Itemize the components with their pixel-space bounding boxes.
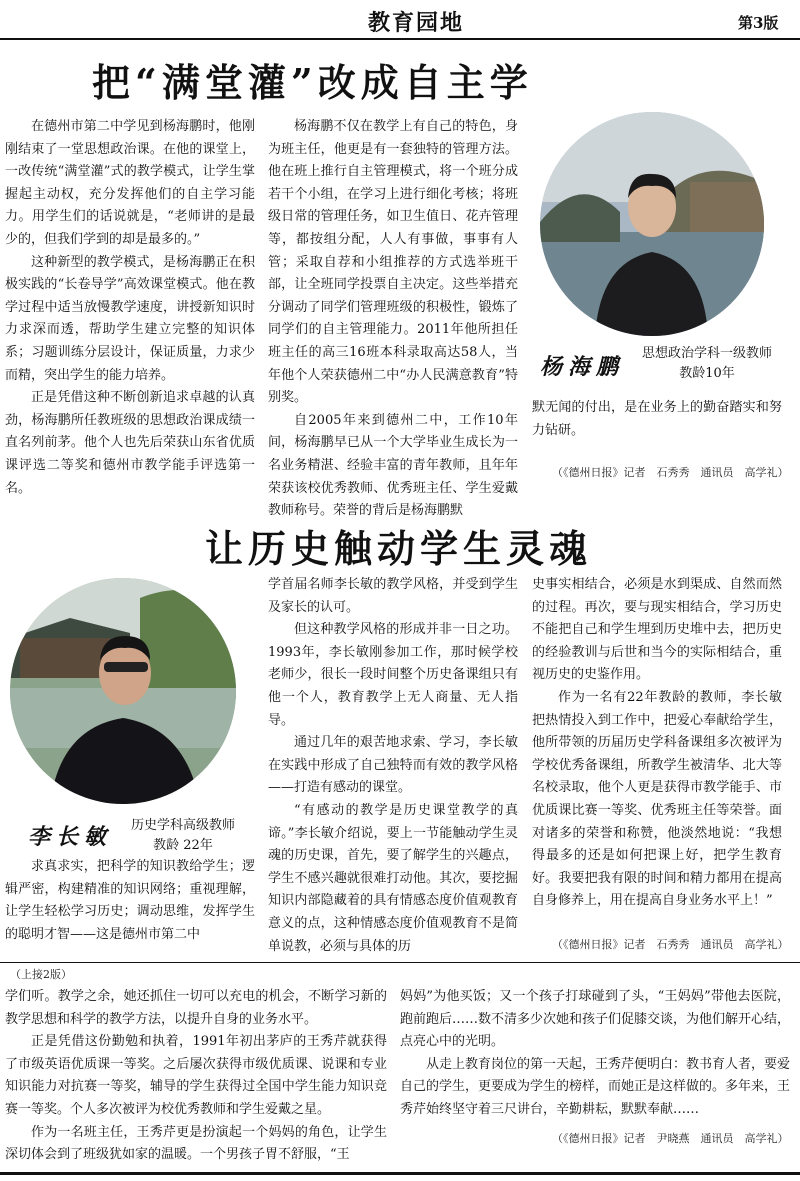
article3-left [5, 986, 387, 1167]
paragraph: 史事实相结合，必须是水到渠成、自然而然的过程。再次，要与现实相结合，学习历史不能把自己和学生埋到历史堆中去，把历史的经验教训与后世和当今的实际相结合，重视历史的史鉴作用。 [532, 577, 782, 683]
teacher-title: 历史学科高级教师 [130, 818, 235, 833]
teacher-title: 思想政治学科一级教师 [641, 346, 772, 361]
teacher-signature-yang: 杨海鹏 [540, 354, 625, 380]
section-rule [0, 962, 800, 963]
article1-headline: 把“满堂灌”改成自主学 [92, 60, 533, 105]
teacher-photo-yang [540, 112, 764, 336]
article1-col2 [268, 116, 518, 523]
article1-col3 [532, 397, 782, 442]
page-label: 第3版 [738, 14, 779, 32]
article1-credit: （《德州日报》记者 石秀秀 通讯员 高学礼） [552, 466, 789, 479]
article1-col1 [5, 116, 255, 500]
paragraph: 这种新型的教学模式，是杨海鹏正在积极实践的“长卷导学”高效课堂模式。他在教学过程中适当放慢教学速度，讲授新知识时力求深而透，帮助学生建立完整的知识体系；习题训练分层设计，保证质量，力求少而精，突出学生的能力培养。 [5, 254, 255, 383]
paragraph: 学首届名师李长敏的教学风格，并受到学生及家长的认可。 [268, 577, 518, 615]
paragraph: 杨海鹏不仅在教学上有自己的特色，身为班主任，他更是有一套独特的管理方法。他在班上推行自主管理模式，将一个班分成若干个小组，在学习上进行细化考核；将班级日常的管理任务，如卫生值日、花卉管理等，都按组分配，人人有事做，事事有人管；采取自荐和小组推荐的方式选举班干部，让全班同学投票自主决定。这些举措充分调动了同学们管理班级的积极性，锻炼了同学们的自主管理能力。2011年他所担任班主任的高三16班本科录取高达58人，当年他个人荣获德州二中“办人民满意教育”特别奖。 [268, 119, 518, 406]
paragraph: 通过几年的艰苦地求索、学习，李长敏在实践中形成了自己独特而有效的教学风格——打造有感动的课堂。 [268, 735, 518, 796]
paragraph: 学们听。教学之余，她还抓住一切可以充电的机会，不断学习新的教学思想和科学的教学方法，以提升自身的业务水平。 [5, 989, 387, 1027]
paragraph: 求真求实，把科学的知识教给学生；逻辑严密，构建精准的知识网络；重视理解，让学生轻松学习历史；调动思维，发挥学生的聪明才智——这是德州市第二中 [5, 859, 255, 942]
paragraph: 作为一名班主任，王秀芹更是扮演起一个妈妈的角色，让学生深切体会到了班级犹如家的温暖。一个男孩子胃不舒服，“王 [5, 1124, 387, 1163]
article2-headline: 让历史触动学生灵魂 [205, 526, 593, 571]
article2-col3 [532, 574, 782, 913]
article2-credit: （《德州日报》记者 石秀秀 通讯员 高学礼） [552, 938, 789, 951]
paragraph: 正是凭借这种不断创新追求卓越的认真劲，杨海鹏所任教班级的思想政治课成绩一直名列前茅。他个人也先后荣获山东省优质课评选二等奖和德州市教学能手评选第一名。 [5, 390, 255, 496]
teacher-years: 教龄 22年 [153, 838, 213, 853]
header-rule [0, 38, 800, 40]
article2-col1 [5, 856, 255, 946]
paragraph: “有感动的教学是历史课堂教学的真谛。”李长敏介绍说，要上一节能触动学生灵魂的历史课，首先，要了解学生的兴趣点，学生不感兴趣就很难打动他。其次，要挖掘知识内部隐藏着的具有情感态度价值观教育意义的点，这种情感态度价值观教育不是简单说教，必须与具体的历 [268, 802, 518, 954]
paragraph: 默无闻的付出，是在业务上的勤奋踏实和努力钻研。 [532, 400, 782, 438]
teacher-title-yang [622, 344, 792, 384]
paragraph: 但这种教学风格的形成并非一日之功。1993年，李长敏刚参加工作，那时候学校老师少，很长一段时间整个历史备课组只有他一个人，教育教学上无人商量、无人指导。 [268, 622, 518, 728]
article3-credit: （《德州日报》记者 尹晓燕 通讯员 高学礼） [552, 1132, 789, 1145]
continued-label: （上接2版） [10, 968, 72, 981]
article3-right [400, 986, 790, 1122]
paragraph: 从走上教育岗位的第一天起，王秀芹便明白：教书育人者，要爱自己的学生，更要成为学生的榜样，而她正是这样做的。多年来，王秀芹始终坚守着三尺讲台，辛勤耕耘，默默奉献…… [400, 1056, 791, 1117]
paragraph: 妈妈”为他买饭；又一个孩子打球碰到了头，“王妈妈”带他去医院，跑前跑后……数不清多少次她和孩子们促膝交谈，为他们解开心结，点亮心中的光明。 [400, 989, 791, 1050]
paragraph: 自2005年来到德州二中，工作10年间，杨海鹏早已从一个大学毕业生成长为一名业务精湛、经验丰富的青年教师，且年年荣获该校优秀教师、优秀班主任、学生爱戴教师称号。荣誉的背后是杨海鹏默 [268, 412, 518, 519]
paragraph: 在德州市第二中学见到杨海鹏时，他刚刚结束了一堂思想政治课。在他的课堂上，一改传统“满堂灌”式的教学模式，让学生掌握起主动权，充分发挥他们的自主学习能力。用学生们的话说就是，“老师讲的是最少的，但我们学到的却是最多的。” [5, 119, 255, 247]
section-title: 教育园地 [368, 10, 465, 36]
article2-col2 [268, 574, 518, 958]
teacher-years: 教龄10年 [679, 366, 735, 381]
paragraph: 作为一名有22年教龄的教师，李长敏把热情投入到工作中，把爱心奉献给学生，他所带领的历届历史学科备课组多次被评为学校优秀备课组，所教学生被清华、北大等名校录取，他个人更是获得市教学能手、市优质课比赛一等奖、优秀班主任等荣誉。面对诸多的荣誉和称赞，他淡然地说：“我想得最多的还是如何把课上好，把学生教育好。我要把我有限的时间和精力都用在提高自身修养上，用在提高自身业务水平上！” [532, 689, 782, 909]
teacher-title-li [108, 816, 258, 856]
teacher-photo-li [10, 578, 236, 804]
teacher-signature-li: 李长敏 [28, 824, 113, 850]
paragraph: 正是凭借这份勤勉和执着，1991年初出茅庐的王秀芹就获得了市级英语优质课一等奖。之后屡次获得市级优质课、说课和专业知识能力对抗赛一等奖，辅导的学生获得过全国中学生能力知识竞赛一等奖。个人多次被评为校优秀教师和学生爱戴之星。 [5, 1034, 387, 1117]
footer-rule [0, 1172, 800, 1175]
